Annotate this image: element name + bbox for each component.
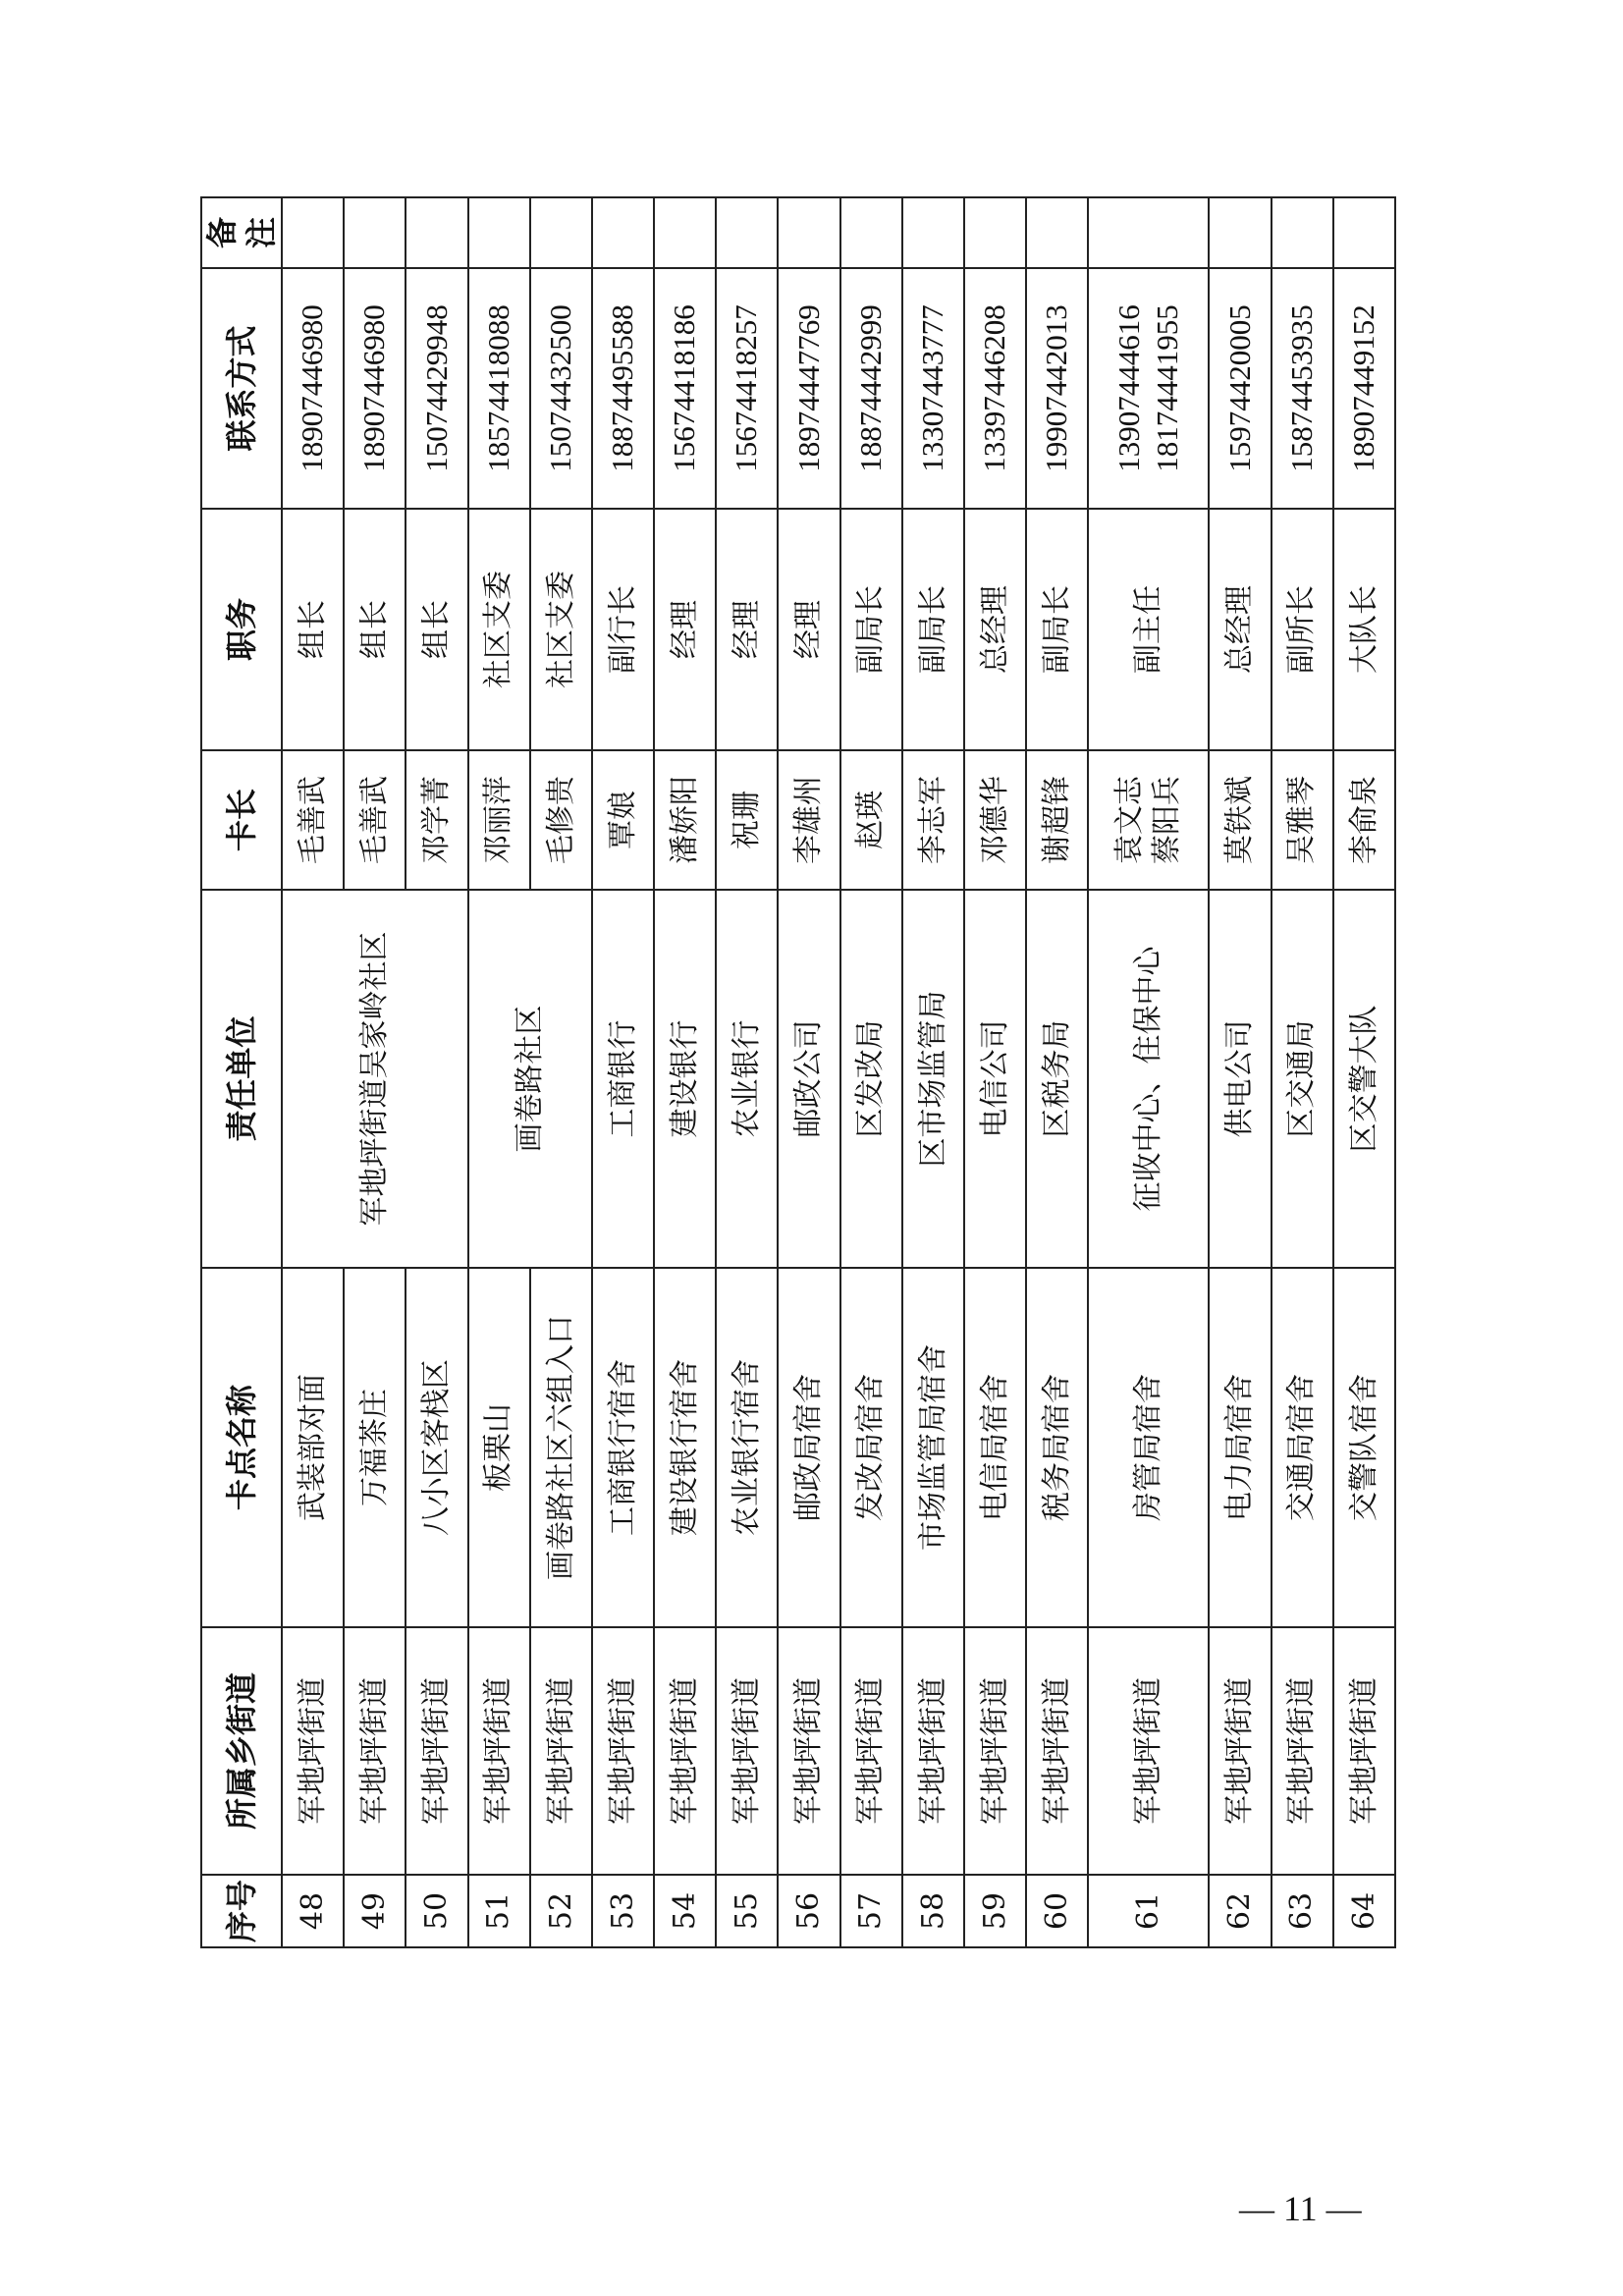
cell-unit: 区市场监管局 — [902, 890, 964, 1268]
cell-chief — [1088, 750, 1209, 890]
cell-seq: 49 — [344, 1875, 406, 1947]
cell-duty: 副局长 — [1026, 509, 1088, 750]
cell-unit: 区交警大队 — [1333, 890, 1395, 1268]
cell-seq: 59 — [964, 1875, 1026, 1947]
cell-duty: 经理 — [716, 509, 778, 750]
cell-contact: 15074432500 — [530, 268, 592, 509]
cell-street: 军地坪街道 — [344, 1627, 406, 1875]
cell-chief: 莫铁斌 — [1209, 750, 1271, 890]
cell-seq: 61 — [1088, 1875, 1209, 1947]
cell-street: 军地坪街道 — [282, 1627, 344, 1875]
cell-point: 房管局宿舍 — [1088, 1268, 1209, 1627]
cell-unit: 区发改局 — [840, 890, 902, 1268]
cell-point: 工商银行宿舍 — [592, 1268, 654, 1627]
cell-duty: 总经理 — [964, 509, 1026, 750]
cell-duty: 社区支委 — [530, 509, 592, 750]
cell-remark — [1271, 197, 1333, 268]
cell-point: 市场监管局宿舍 — [902, 1268, 964, 1627]
cell-seq: 62 — [1209, 1875, 1271, 1947]
table-row — [1333, 197, 1395, 1947]
cell-street: 军地坪街道 — [530, 1627, 592, 1875]
cell-duty: 组长 — [282, 509, 344, 750]
cell-seq: 48 — [282, 1875, 344, 1947]
table-row — [1026, 197, 1088, 1947]
cell-remark — [1088, 197, 1209, 268]
header-chief: 卡长 — [201, 750, 282, 890]
cell-seq: 57 — [840, 1875, 902, 1947]
cell-remark — [282, 197, 344, 268]
cell-contact: 18907449152 — [1333, 268, 1395, 509]
cell-point: 发改局宿舍 — [840, 1268, 902, 1627]
cell-chief-line-2: 蔡阳兵 — [1149, 776, 1184, 864]
cell-remark — [1209, 197, 1271, 268]
cell-duty: 副所长 — [1271, 509, 1333, 750]
cell-remark — [592, 197, 654, 268]
cell-remark — [1026, 197, 1088, 268]
cell-contact: 19907442013 — [1026, 268, 1088, 509]
cell-street: 军地坪街道 — [1209, 1627, 1271, 1875]
cell-duty: 社区支委 — [468, 509, 530, 750]
cell-street: 军地坪街道 — [964, 1627, 1026, 1875]
cell-seq: 58 — [902, 1875, 964, 1947]
table-row — [778, 197, 839, 1947]
table-row — [902, 197, 964, 1947]
cell-unit: 区税务局 — [1026, 890, 1088, 1268]
cell-unit: 区交通局 — [1271, 890, 1333, 1268]
cell-point: 八小区客栈区 — [406, 1268, 467, 1627]
cell-remark — [778, 197, 839, 268]
table-row — [282, 197, 344, 1947]
cell-unit: 画卷路社区 — [468, 890, 592, 1268]
cell-chief: 邓学菁 — [406, 750, 467, 890]
cell-point: 武装部对面 — [282, 1268, 344, 1627]
checkpoint-table — [200, 196, 1396, 1948]
table-row — [592, 197, 654, 1947]
cell-chief: 吴雅琴 — [1271, 750, 1333, 890]
cell-contact: 18874442999 — [840, 268, 902, 509]
cell-contact: 15974420005 — [1209, 268, 1271, 509]
cell-seq: 53 — [592, 1875, 654, 1947]
cell-contact: 13307443777 — [902, 268, 964, 509]
cell-chief: 赵瑛 — [840, 750, 902, 890]
cell-street: 军地坪街道 — [1271, 1627, 1333, 1875]
header-street: 所属乡街道 — [201, 1627, 282, 1875]
cell-seq: 63 — [1271, 1875, 1333, 1947]
cell-chief: 李雄州 — [778, 750, 839, 890]
cell-contact: 13397446208 — [964, 268, 1026, 509]
cell-remark — [468, 197, 530, 268]
table-row — [654, 197, 716, 1947]
cell-chief: 毛善武 — [282, 750, 344, 890]
header-contact: 联系方式 — [201, 268, 282, 509]
cell-unit: 电信公司 — [964, 890, 1026, 1268]
cell-seq: 51 — [468, 1875, 530, 1947]
cell-unit: 工商银行 — [592, 890, 654, 1268]
cell-duty: 副局长 — [902, 509, 964, 750]
rotated-table-page — [200, 198, 1396, 1948]
cell-chief: 覃娘 — [592, 750, 654, 890]
cell-seq: 54 — [654, 1875, 716, 1947]
cell-contact: 15674418186 — [654, 268, 716, 509]
cell-unit: 农业银行 — [716, 890, 778, 1268]
table-row — [716, 197, 778, 1947]
cell-point: 交警队宿舍 — [1333, 1268, 1395, 1627]
cell-duty: 副主任 — [1088, 509, 1209, 750]
cell-point: 万福茶庄 — [344, 1268, 406, 1627]
cell-seq: 52 — [530, 1875, 592, 1947]
cell-street: 军地坪街道 — [406, 1627, 467, 1875]
cell-chief: 李志军 — [902, 750, 964, 890]
cell-chief: 邓德华 — [964, 750, 1026, 890]
cell-contact: 15074429948 — [406, 268, 467, 509]
cell-duty: 组长 — [344, 509, 406, 750]
header-seq: 序号 — [201, 1875, 282, 1947]
cell-unit: 建设银行 — [654, 890, 716, 1268]
cell-seq: 56 — [778, 1875, 839, 1947]
cell-seq: 64 — [1333, 1875, 1395, 1947]
cell-street: 军地坪街道 — [1088, 1627, 1209, 1875]
cell-contact: 18907446980 — [344, 268, 406, 509]
cell-street: 军地坪街道 — [468, 1627, 530, 1875]
cell-street: 军地坪街道 — [1333, 1627, 1395, 1875]
table-row — [840, 197, 902, 1947]
cell-chief: 潘娇阳 — [654, 750, 716, 890]
cell-street: 军地坪街道 — [840, 1627, 902, 1875]
cell-duty: 总经理 — [1209, 509, 1271, 750]
cell-contact: 18974447769 — [778, 268, 839, 509]
header-duty: 职务 — [201, 509, 282, 750]
cell-point: 税务局宿舍 — [1026, 1268, 1088, 1627]
cell-point: 板栗山 — [468, 1268, 530, 1627]
cell-contact: 18907446980 — [282, 268, 344, 509]
cell-duty: 经理 — [778, 509, 839, 750]
table-row — [1209, 197, 1271, 1947]
cell-seq: 60 — [1026, 1875, 1088, 1947]
header-row — [201, 197, 282, 1947]
cell-chief: 祝珊 — [716, 750, 778, 890]
cell-contact: 18874495588 — [592, 268, 654, 509]
cell-chief: 谢超锋 — [1026, 750, 1088, 890]
cell-unit: 邮政公司 — [778, 890, 839, 1268]
cell-contact — [1088, 268, 1209, 509]
cell-duty: 副行长 — [592, 509, 654, 750]
cell-street: 军地坪街道 — [716, 1627, 778, 1875]
cell-point: 邮政局宿舍 — [778, 1268, 839, 1627]
cell-chief: 毛善武 — [344, 750, 406, 890]
cell-street: 军地坪街道 — [654, 1627, 716, 1875]
cell-unit: 征收中心、住保中心 — [1088, 890, 1209, 1268]
cell-point: 建设银行宿舍 — [654, 1268, 716, 1627]
cell-street: 军地坪街道 — [902, 1627, 964, 1875]
table-row — [1088, 197, 1209, 1947]
cell-contact: 15874453935 — [1271, 268, 1333, 509]
cell-remark — [654, 197, 716, 268]
cell-duty: 副局长 — [840, 509, 902, 750]
cell-chief: 邓丽萍 — [468, 750, 530, 890]
cell-unit: 军地坪街道吴家岭社区 — [282, 890, 468, 1268]
cell-contact-line-1: 13907444616 — [1111, 304, 1147, 472]
cell-street: 军地坪街道 — [592, 1627, 654, 1875]
header-point: 卡点名称 — [201, 1268, 282, 1627]
cell-remark — [530, 197, 592, 268]
cell-duty: 大队长 — [1333, 509, 1395, 750]
header-remark: 备注 — [201, 197, 282, 268]
cell-remark — [716, 197, 778, 268]
cell-duty: 经理 — [654, 509, 716, 750]
cell-point: 农业银行宿舍 — [716, 1268, 778, 1627]
cell-point: 电力局宿舍 — [1209, 1268, 1271, 1627]
cell-seq: 50 — [406, 1875, 467, 1947]
cell-street: 军地坪街道 — [1026, 1627, 1088, 1875]
cell-chief-line-1: 袁文志 — [1112, 776, 1148, 864]
cell-remark — [1333, 197, 1395, 268]
cell-remark — [902, 197, 964, 268]
cell-seq: 55 — [716, 1875, 778, 1947]
header-unit: 责任单位 — [201, 890, 282, 1268]
cell-unit: 供电公司 — [1209, 890, 1271, 1268]
cell-remark — [406, 197, 467, 268]
page-number: — 11 — — [1239, 2189, 1362, 2228]
cell-street: 军地坪街道 — [778, 1627, 839, 1875]
cell-contact-line-2: 18174441955 — [1149, 304, 1184, 472]
cell-point: 电信局宿舍 — [964, 1268, 1026, 1627]
cell-chief: 毛修贵 — [530, 750, 592, 890]
table-row — [1271, 197, 1333, 1947]
cell-contact: 18574418088 — [468, 268, 530, 509]
cell-contact: 15674418257 — [716, 268, 778, 509]
cell-remark — [344, 197, 406, 268]
table-row — [468, 197, 530, 1947]
cell-point: 画卷路社区六组入口 — [530, 1268, 592, 1627]
cell-duty: 组长 — [406, 509, 467, 750]
table-row — [964, 197, 1026, 1947]
cell-point: 交通局宿舍 — [1271, 1268, 1333, 1627]
cell-remark — [840, 197, 902, 268]
cell-chief: 李俞泉 — [1333, 750, 1395, 890]
cell-remark — [964, 197, 1026, 268]
